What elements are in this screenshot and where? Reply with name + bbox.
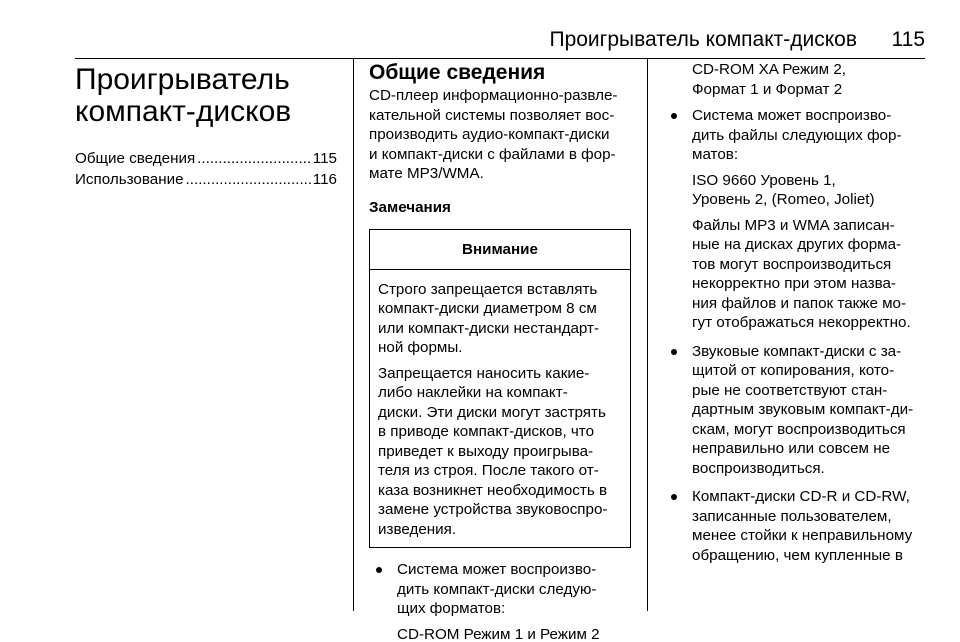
list-item: Компакт-диски CD-R и CD-RW, записанные пользователем, менее стойки к неправильному обращению, чем купленные в (664, 487, 926, 565)
format-list (369, 560, 631, 642)
notes-heading: Замечания (369, 198, 451, 216)
chapter-title (75, 64, 337, 128)
column-3 (664, 60, 926, 565)
toc-page: 116 (312, 171, 337, 188)
section-heading: Общие сведения (369, 61, 546, 84)
toc-leader (197, 148, 311, 169)
header-rule (75, 58, 925, 59)
list-subitem: Файлы MP3 и WMA записан- ные на дисках других форма- тов могут воспроизводиться некорректно при этом назва- ния файлов и папок также мо- гут отображаться некорректно. (692, 216, 911, 331)
column-divider-1 (353, 58, 354, 611)
toc-label: Общие сведения (75, 150, 196, 167)
warning-body (370, 270, 630, 548)
list-subitem: CD-ROM Режим 1 и Режим 2 (397, 625, 600, 642)
notes-list (664, 106, 926, 565)
toc-page: 115 (312, 150, 337, 167)
page-number: 115 (891, 28, 925, 51)
bullet-dot-icon (671, 349, 677, 355)
toc-entry-general[interactable] (75, 148, 337, 169)
warning-paragraph: Строго запрещается вставлять компакт-диски диаметром 8 см или компакт-диски нестандарт- ной формы. (378, 280, 600, 356)
intro-paragraph: CD-плеер информационно-развле- кательной системы позволяет вос- производить аудио-компакт-диски и компакт-диски с файлами в фор- мате MP3/WMA. (369, 87, 618, 182)
page-header (75, 27, 925, 57)
table-of-contents (75, 148, 337, 190)
bullet-dot-icon (671, 113, 677, 119)
toc-entry-usage[interactable] (75, 169, 337, 190)
toc-label: Использование (75, 171, 184, 188)
column-divider-2 (647, 58, 648, 611)
list-item: Система может воспроизво- дить компакт-диски следую- щих форматов: CD-ROM Режим 1 и Режим 2 (369, 560, 631, 642)
warning-paragraph: Запрещается наносить какие- либо наклейки на компакт- диски. Эти диски могут застрять в приводе компакт-дисков, что приведет к выходу проигрыва- теля из строя. После такого от- каза возникнет необходимость в замене устройства звуковоспро- изведения. (378, 364, 608, 538)
bullet-dot-icon (671, 494, 677, 500)
column-1 (75, 60, 337, 190)
running-title: Проигрыватель компакт-дисков (549, 28, 857, 51)
warning-box (369, 229, 631, 549)
list-item: Звуковые компакт-диски с за- щитой от копирования, кото- рые не соответствуют стан- дартным звуковым компакт-ди- скам, могут воспроизводиться неправильно или совсем не воспроизводиться. (664, 342, 926, 479)
warning-title: Внимание (370, 230, 630, 270)
list-subitem: ISO 9660 Уровень 1, Уровень 2, (Romeo, Joliet) (692, 171, 875, 208)
chapter-title-line: компакт-дисков (75, 95, 292, 128)
chapter-title-line: Проигрыватель (75, 63, 290, 96)
column-2 (369, 60, 631, 642)
list-item: Система может воспроизво- дить файлы следующих фор- матов: ISO 9660 Уровень 1, Уровень 2, (Romeo, Joliet) Файлы MP3 и WMA записан- ные на дисках других форма- тов могут воспроизводиться некорректно при этом назва- ния файлов и папок также мо- гут отображаться некорректно. (664, 106, 926, 333)
toc-leader (186, 169, 311, 190)
list-continuation: CD-ROM XA Режим 2, Формат 1 и Формат 2 (692, 61, 846, 98)
bullet-dot-icon (376, 567, 382, 573)
